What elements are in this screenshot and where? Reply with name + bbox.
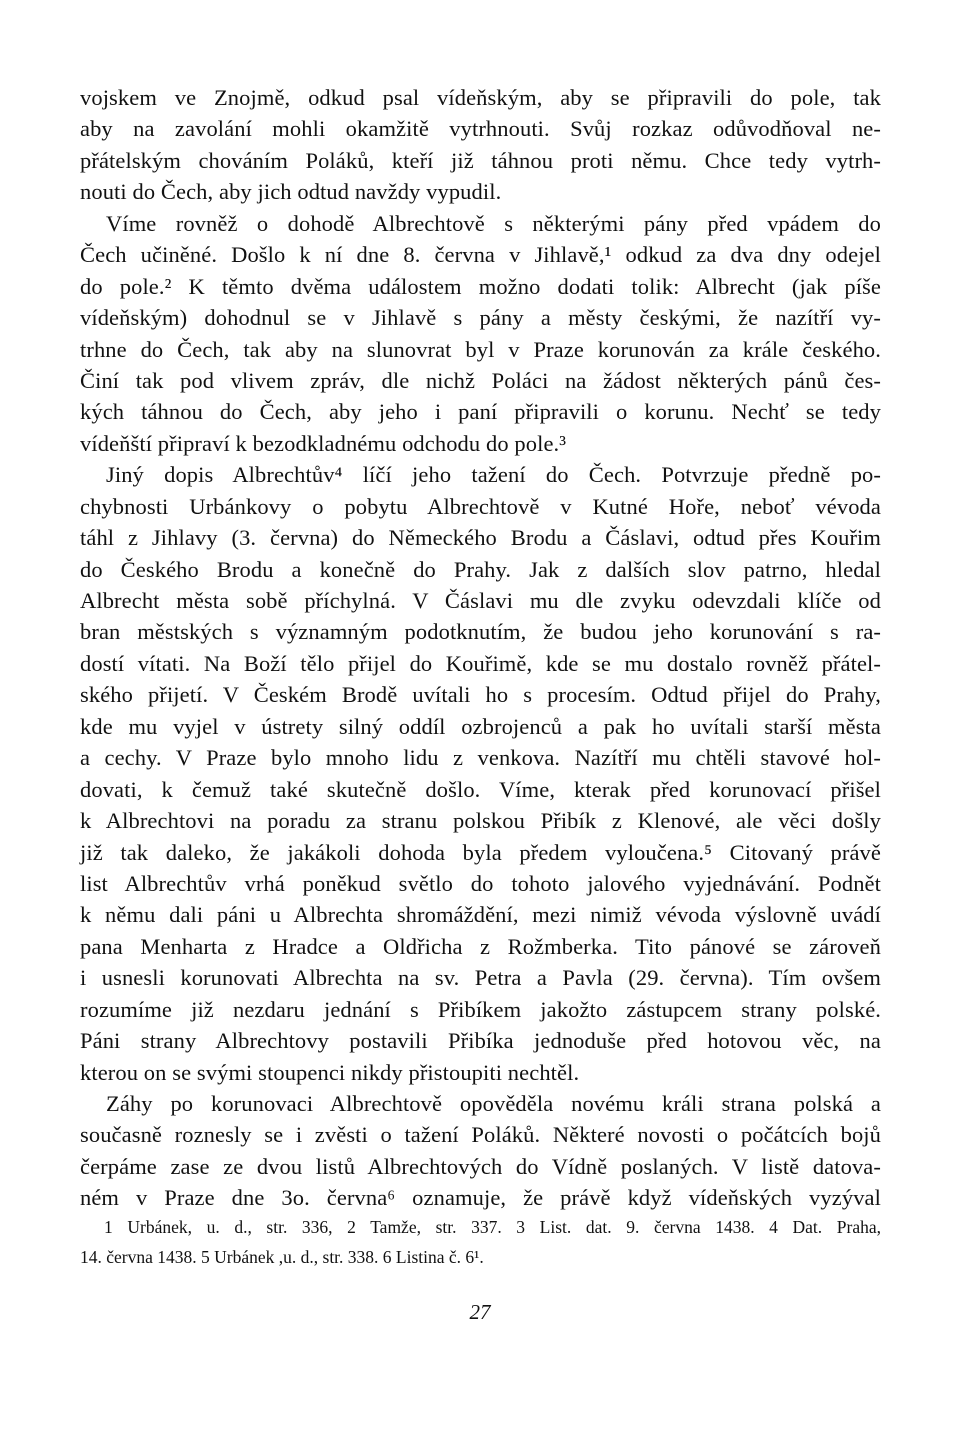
text-line: Albrecht města sobě příchylná. V Čáslavi mu dle zvyku odevzdali klíče od	[80, 588, 881, 613]
text-line: kde mu vyjel v ústrety silný oddíl ozbrojenců a pak ho uvítali starší města	[80, 713, 881, 739]
text-line: vojskem ve Znojmě, odkud psal vídeňským, aby se připravili do pole, tak	[80, 85, 881, 110]
text-line: vídeňským) dohodnul se v Jihlavě s pány a městy českými, že nazítří vy-	[80, 305, 881, 331]
text-line: ném v Praze dne 3o. června⁶ oznamuje, že právě když vídeňských vyzýval	[80, 1185, 881, 1211]
text-line: ského přijetí. V Českém Brodě uvítali ho s procesím. Odtud přijel do Prahy,	[80, 682, 881, 708]
text-line: k Albrechtovi na poradu za stranu polskou Přibík z Klenové, ale věci došly	[80, 808, 881, 834]
text-line: současně roznesly se i zvěsti o tažení Poláků. Některé novosti o počátcích bojů	[80, 1122, 881, 1148]
text-line: aby na zavolání mohli okamžitě vytrhnouti. Svůj rozkaz odůvodňoval ne-	[80, 116, 881, 142]
text-line: do pole.² K těmto dvěma událostem možno dodati tolik: Albrecht (jak píše	[80, 273, 881, 299]
text-line: rozumíme již nezdaru jednání s Přibíkem jakožto zástupcem strany polské.	[80, 996, 881, 1022]
text-line: pana Menharta z Hradce a Oldřicha z Rožmberka. Tito pánové se zároveň	[80, 933, 881, 959]
text-line: dovati, k čemuž také skutečně došlo. Víme, kterak před korunovací přišel	[80, 776, 881, 802]
text-line: přátelským chováním Poláků, kteří již táhnou proti němu. Chce tedy vytrh-	[80, 147, 881, 173]
text-line: Víme rovněž o dohodě Albrechtově s některými pány před vpádem do	[106, 210, 881, 236]
text-line: trhne do Čech, tak aby na slunovrat byl v Praze korunován za krále českého.	[80, 336, 881, 362]
body-text	[80, 82, 881, 1214]
text-line: Páni strany Albrechtovy postavili Přibíka jednoduše před hotovou věc, na	[80, 1028, 881, 1054]
text-line: k němu dali páni u Albrechta shromáždění, mezi nimiž vévoda výslovně uvádí	[80, 902, 881, 928]
text-line: list Albrechtův vrhá poněkud světlo do tohoto jalového vyjednávání. Podnět	[80, 870, 881, 896]
text-line: a cechy. V Praze bylo mnoho lidu z venkova. Nazítří mu chtěli stavové hol-	[80, 745, 881, 771]
text-line: bran městských s významným podotknutím, že budou jeho korunování s ra-	[80, 619, 881, 645]
text-line: chybnosti Urbánkovy o pobytu Albrechtově v Kutné Hoře, neboť vévoda	[80, 493, 881, 519]
text-line: kých táhnou do Čech, aby jeho i paní připravili o korunu. Nechť se tedy	[80, 399, 881, 425]
text-line: táhl z Jihlavy (3. června) do Německého Brodu a Čáslavi, odtud přes Kouřim	[80, 525, 881, 551]
text-line: kterou on se svými stoupenci nikdy přistoupiti nechtěl.	[80, 1059, 580, 1085]
page-number: 27	[469, 1300, 491, 1324]
text-line: Jiný dopis Albrechtův⁴ líčí jeho tažení do Čech. Potvrzuje předně po-	[106, 462, 881, 488]
footnotes	[80, 1212, 881, 1272]
text-line: Činí tak pod vlivem zpráv, dle nichž Poláci na žádost některých pánů čes-	[80, 367, 881, 393]
text-line: čerpáme zase ze dvou listů Albrechtových do Vídně poslaných. V listě datova-	[80, 1153, 881, 1179]
footnote-line: 14. června 1438. 5 Urbánek ,u. d., str. 338. 6 Listina č. 6¹.	[80, 1247, 484, 1267]
text-line: nouti do Čech, aby jich odtud navždy vypudil.	[80, 179, 502, 205]
text-line: do Českého Brodu a konečně do Prahy. Jak z dalších slov patrno, hledal	[80, 556, 881, 582]
text-line: dostí vítati. Na Boží tělo přijel do Kouřimě, kde se mu dostalo rovněž přátel-	[80, 650, 881, 676]
text-line: Záhy po korunovaci Albrechtově opověděla novému králi strana polská a	[106, 1091, 881, 1116]
text-line: již tak daleko, že jakákoli dohoda byla předem vyloučena.⁵ Citovaný právě	[80, 839, 881, 865]
text-line: i usnesli korunovati Albrechta na sv. Petra a Pavla (29. června). Tím ovšem	[80, 965, 881, 991]
text-line: Čech učiněné. Došlo k ní dne 8. června v Jihlavě,¹ odkud za dva dny odejel	[80, 242, 881, 268]
text-line: vídeňští připraví k bezodkladnému odchodu do pole.³	[80, 430, 567, 456]
footnote-line: 1 Urbánek, u. d., str. 336, 2 Tamže, str. 337. 3 List. dat. 9. června 1438. 4 Dat. Praha,	[104, 1217, 881, 1237]
